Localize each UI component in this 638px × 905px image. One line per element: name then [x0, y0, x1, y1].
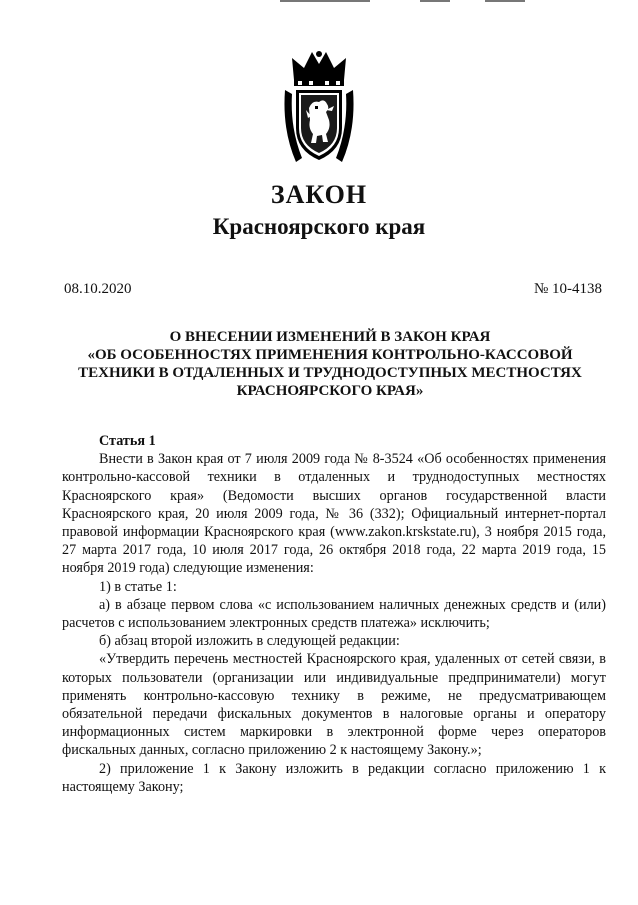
document-title: ЗАКОН [270, 180, 368, 209]
paragraph: а) в абзаце первом слова «с использованием наличных денежных средств и (или) расчетов с использованием электронных средств платежа» исключить; [62, 596, 606, 632]
document-number: № 10-4138 [533, 281, 602, 297]
paragraph: «Утвердить перечень местностей Красноярского края, удаленных от сетей связи, в которых пользователи (организации или индивидуальные предприниматели) могут применять контрольно-кассовую технику в режиме, не предусматривающем обязательной передачи фискальных документов в налоговые органы и оператору информационных систем маркировки в электронной форме через операторов фискальных данных, согласно приложению 2 к настоящему Закону.»; [62, 651, 606, 759]
paragraph: 2) приложение 1 к Закону изложить в редакции согласно приложению 1 к настоящему Закону; [62, 760, 606, 795]
heading-line: «ОБ ОСОБЕННОСТЯХ ПРИМЕНЕНИЯ КОНТРОЛЬНО-КАССОВОЙ [87, 347, 573, 363]
paragraph: б) абзац второй изложить в следующей редакции: [99, 633, 400, 650]
document-date: 08.10.2020 [64, 281, 132, 297]
law-heading [50, 328, 610, 400]
document-subtitle: Красноярского края [212, 214, 426, 239]
article-title: Статья 1 [99, 433, 156, 449]
scan-marks [280, 0, 540, 4]
paragraph: 1) в статье 1: [99, 578, 177, 595]
paragraph: Внести в Закон края от 7 июля 2009 года № 8-3524 «Об особенностях применения контрольно-кассовой техники в отдаленных и труднодоступных местностях Красноярского края» (Ведомости высших органов государственной власти Красноярского края, 20 июля 2009 года, № 36 (332); Официальный интернет-портал правовой информации Красноярского края (www.zakon.krskstate.ru), 3 ноября 2015 года, 27 марта 2017 года, 10 июля 2017 года, 26 октября 2018 года, 22 марта 2019 года, 15 ноября 2019 года) следующие изменения: [62, 451, 606, 577]
heading-line: О ВНЕСЕНИИ ИЗМЕНЕНИЙ В ЗАКОН КРАЯ [169, 329, 491, 345]
law-body [62, 432, 606, 796]
heading-line: КРАСНОЯРСКОГО КРАЯ» [236, 383, 424, 399]
heading-line: ТЕХНИКИ В ОТДАЛЕННЫХ И ТРУДНОДОСТУПНЫХ МЕСТНОСТЯХ [78, 365, 582, 381]
krasnoyarsk-coat-of-arms-icon [282, 50, 356, 168]
